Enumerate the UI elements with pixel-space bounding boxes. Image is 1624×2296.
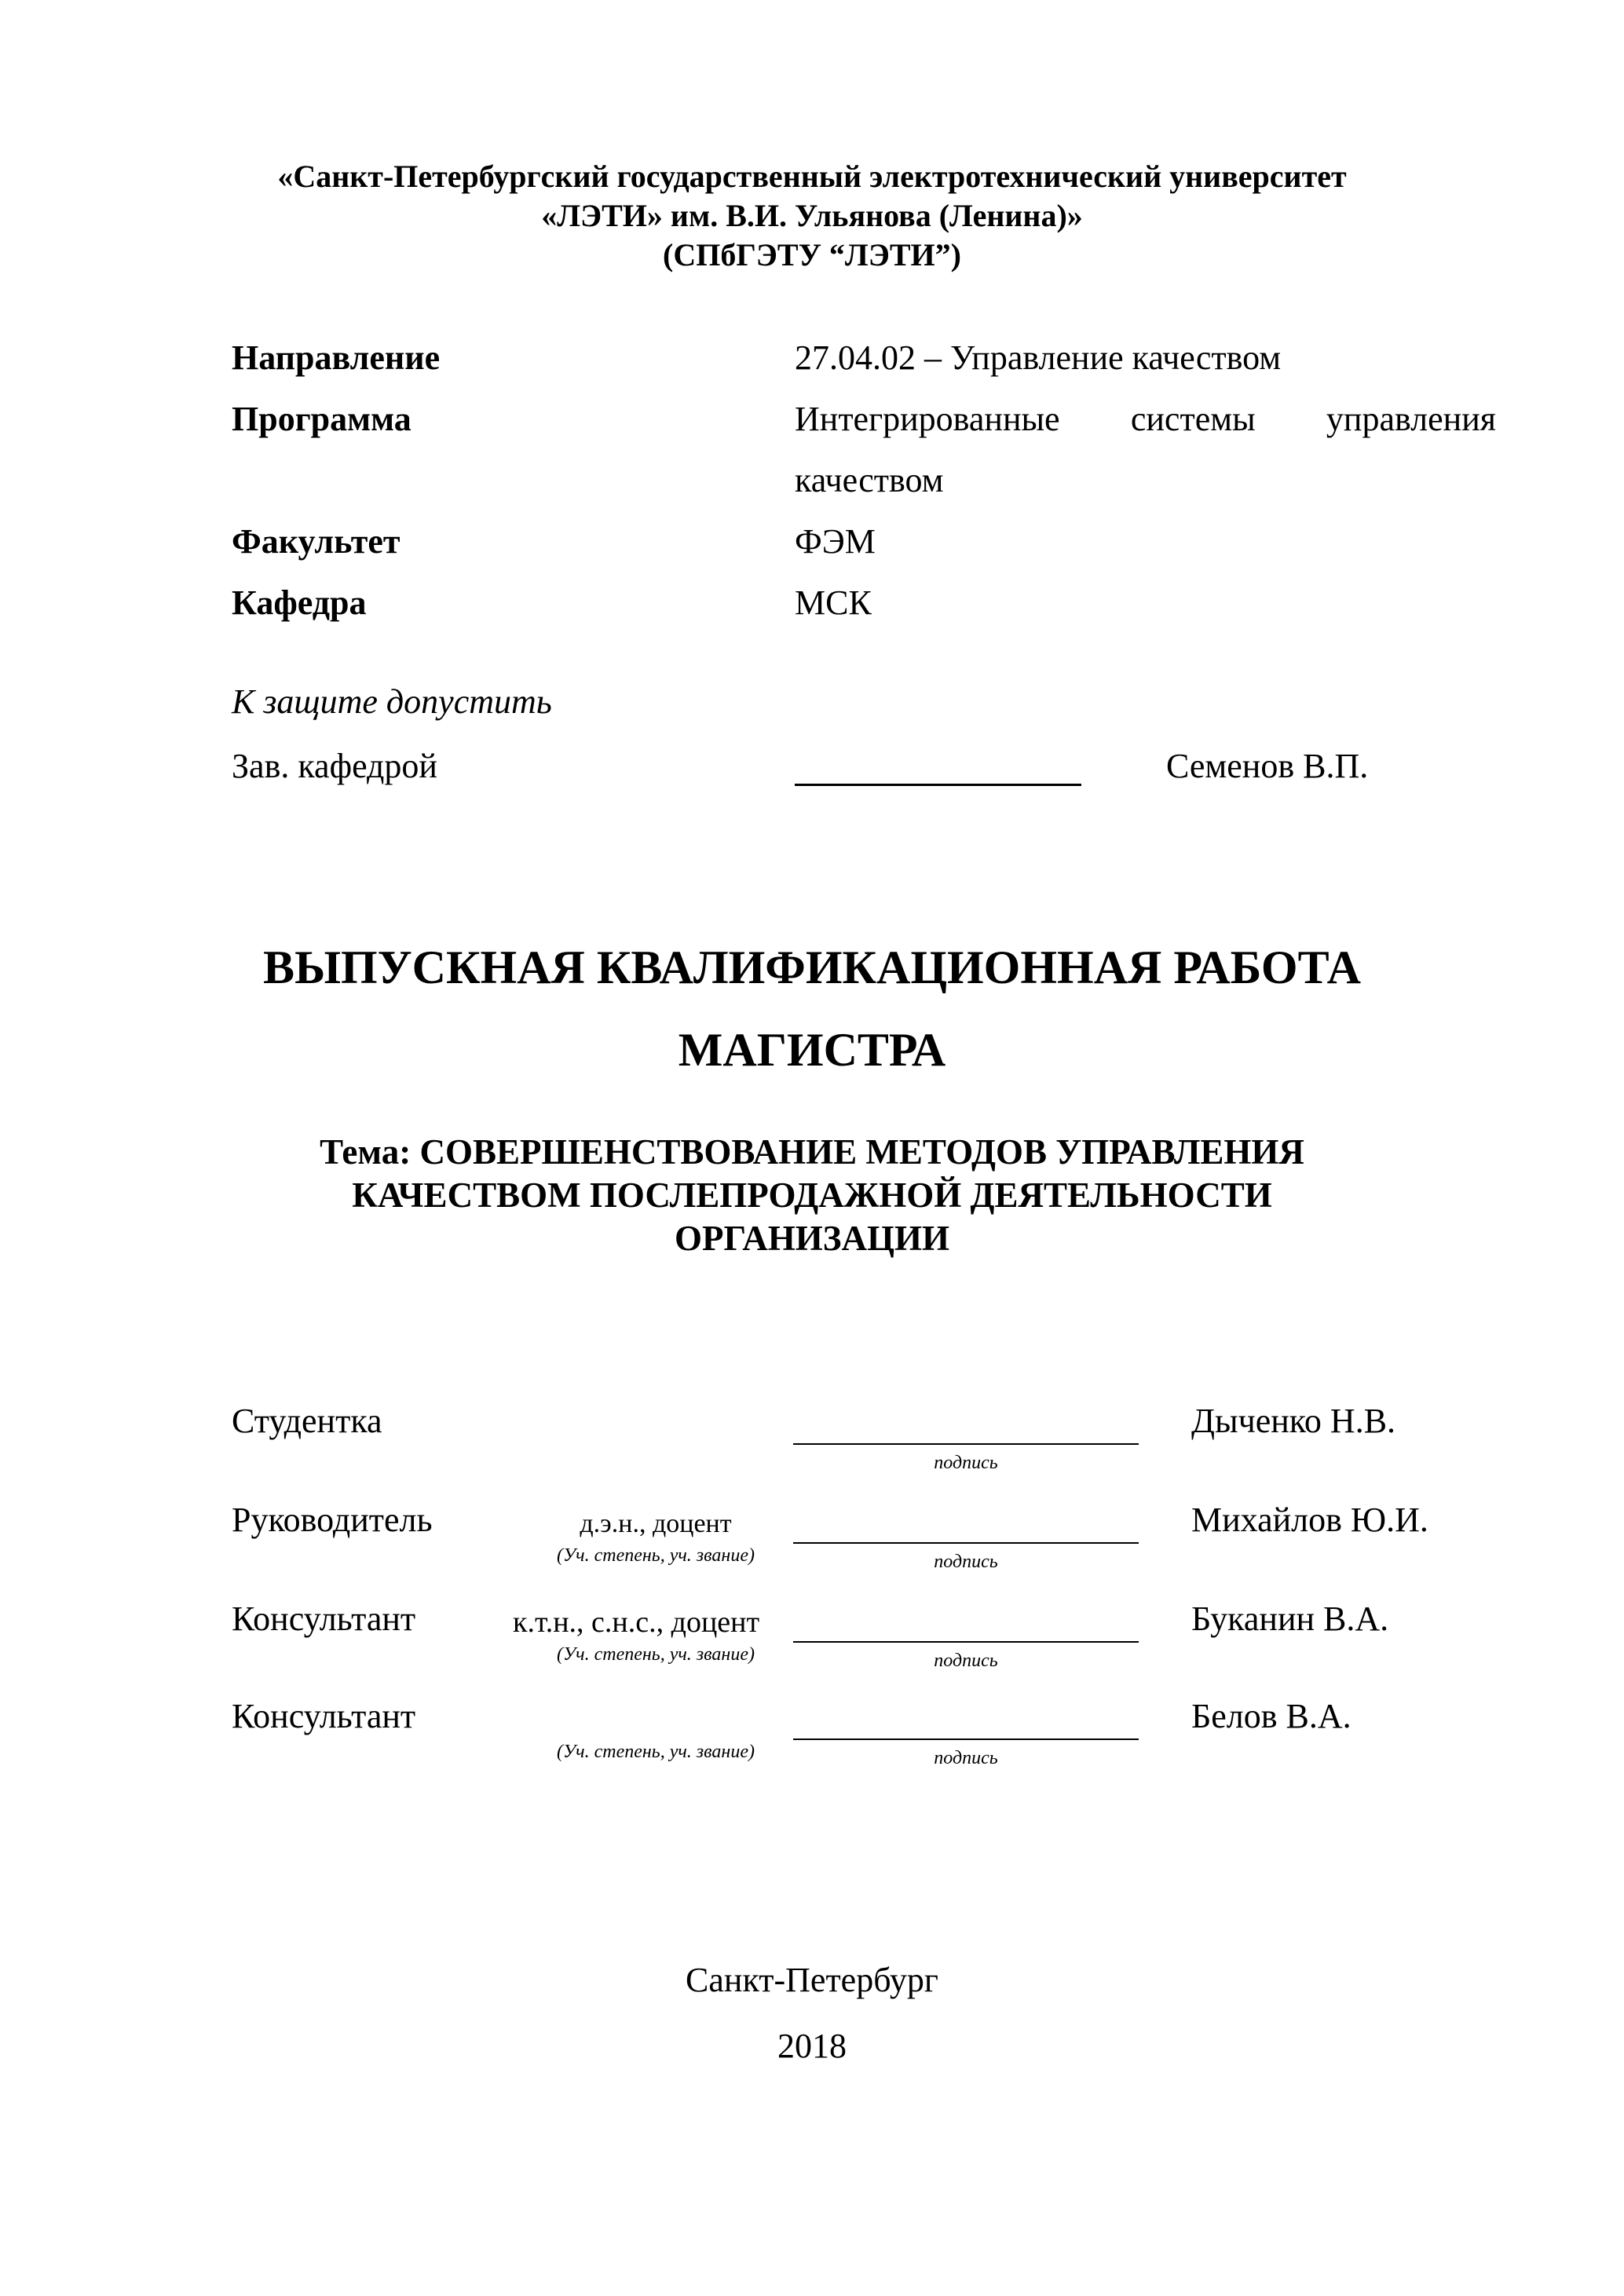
student-name: Дыченко Н.В.: [1191, 1402, 1396, 1440]
footer: [0, 1947, 1624, 2079]
consultant-2-signature-hint: подпись: [934, 1748, 998, 1768]
consultant-1-signature-hint: подпись: [934, 1651, 998, 1671]
document-title-line-2: МАГИСТРА: [678, 1024, 946, 1076]
approval-signature-line: [795, 784, 1081, 786]
signature-row-consultant-1: [232, 1599, 1496, 1677]
topic: [0, 1131, 1624, 1260]
student-signature-hint: подпись: [934, 1453, 998, 1473]
program-word-2: системы: [1130, 400, 1256, 438]
faculty-value: ФЭМ: [795, 522, 876, 561]
direction-value: 27.04.02 – Управление качеством: [795, 338, 1282, 377]
university-header: [0, 157, 1624, 275]
consultant-2-role: Консультант: [232, 1697, 416, 1735]
department-label: Кафедра: [232, 583, 367, 622]
consultant-1-degree: к.т.н., с.н.с., доцент: [513, 1606, 760, 1639]
university-line-2: «ЛЭТИ» им. В.И. Ульянова (Ленина)»: [541, 198, 1083, 233]
supervisor-signature-line: [793, 1542, 1139, 1544]
consultant-1-signature-line: [793, 1641, 1139, 1643]
supervisor-degree: д.э.н., доцент: [580, 1509, 732, 1538]
approval-row: [232, 746, 1496, 793]
consultant-2-signature-line: [793, 1738, 1139, 1740]
supervisor-signature-hint: подпись: [934, 1552, 998, 1572]
direction-label: Направление: [232, 338, 441, 377]
approval-title: К защите допустить: [232, 682, 552, 721]
consultant-1-role: Консультант: [232, 1600, 416, 1638]
consultant-1-degree-hint: (Уч. степень, уч. звание): [557, 1644, 755, 1665]
program-value: [795, 399, 1496, 501]
faculty-label: Факультет: [232, 522, 401, 561]
program-label: Программа: [232, 400, 411, 438]
approval-role: Зав. кафедрой: [232, 747, 437, 785]
program-word-1: Интегрированные: [795, 400, 1060, 438]
program-word-3: управления: [1326, 400, 1496, 438]
topic-line-3: ОРГАНИЗАЦИИ: [675, 1219, 949, 1258]
signature-row-supervisor: [232, 1500, 1496, 1578]
consultant-2-name: Белов В.А.: [1191, 1697, 1352, 1735]
program-value-line-2: качеством: [795, 461, 944, 499]
supervisor-degree-hint: (Уч. степень, уч. звание): [557, 1545, 755, 1566]
approval-name: Семенов В.П.: [1166, 747, 1369, 785]
signature-row-consultant-2: [232, 1696, 1496, 1775]
university-line-3: (СПбГЭТУ “ЛЭТИ”): [663, 237, 961, 272]
supervisor-name: Михайлов Ю.И.: [1191, 1501, 1428, 1539]
footer-year: 2018: [777, 2027, 847, 2065]
supervisor-role: Руководитель: [232, 1501, 433, 1539]
topic-line-1: Тема: СОВЕРШЕНСТВОВАНИЕ МЕТОДОВ УПРАВЛЕНИЯ: [320, 1132, 1304, 1172]
signature-row-student: [232, 1401, 1496, 1479]
consultant-1-name: Буканин В.А.: [1191, 1600, 1389, 1638]
university-line-1: «Санкт-Петербургский государственный электротехнический университет: [277, 159, 1347, 194]
topic-line-2: КАЧЕСТВОМ ПОСЛЕПРОДАЖНОЙ ДЕЯТЕЛЬНОСТИ: [352, 1175, 1272, 1215]
consultant-2-degree-hint: (Уч. степень, уч. звание): [557, 1742, 755, 1762]
student-role: Студентка: [232, 1402, 382, 1440]
student-signature-line: [793, 1443, 1139, 1445]
document-title: [0, 927, 1624, 1091]
footer-city: Санкт-Петербург: [686, 1961, 938, 1999]
department-value: МСК: [795, 583, 872, 622]
document-title-line-1: ВЫПУСКНАЯ КВАЛИФИКАЦИОННАЯ РАБОТА: [263, 941, 1361, 993]
